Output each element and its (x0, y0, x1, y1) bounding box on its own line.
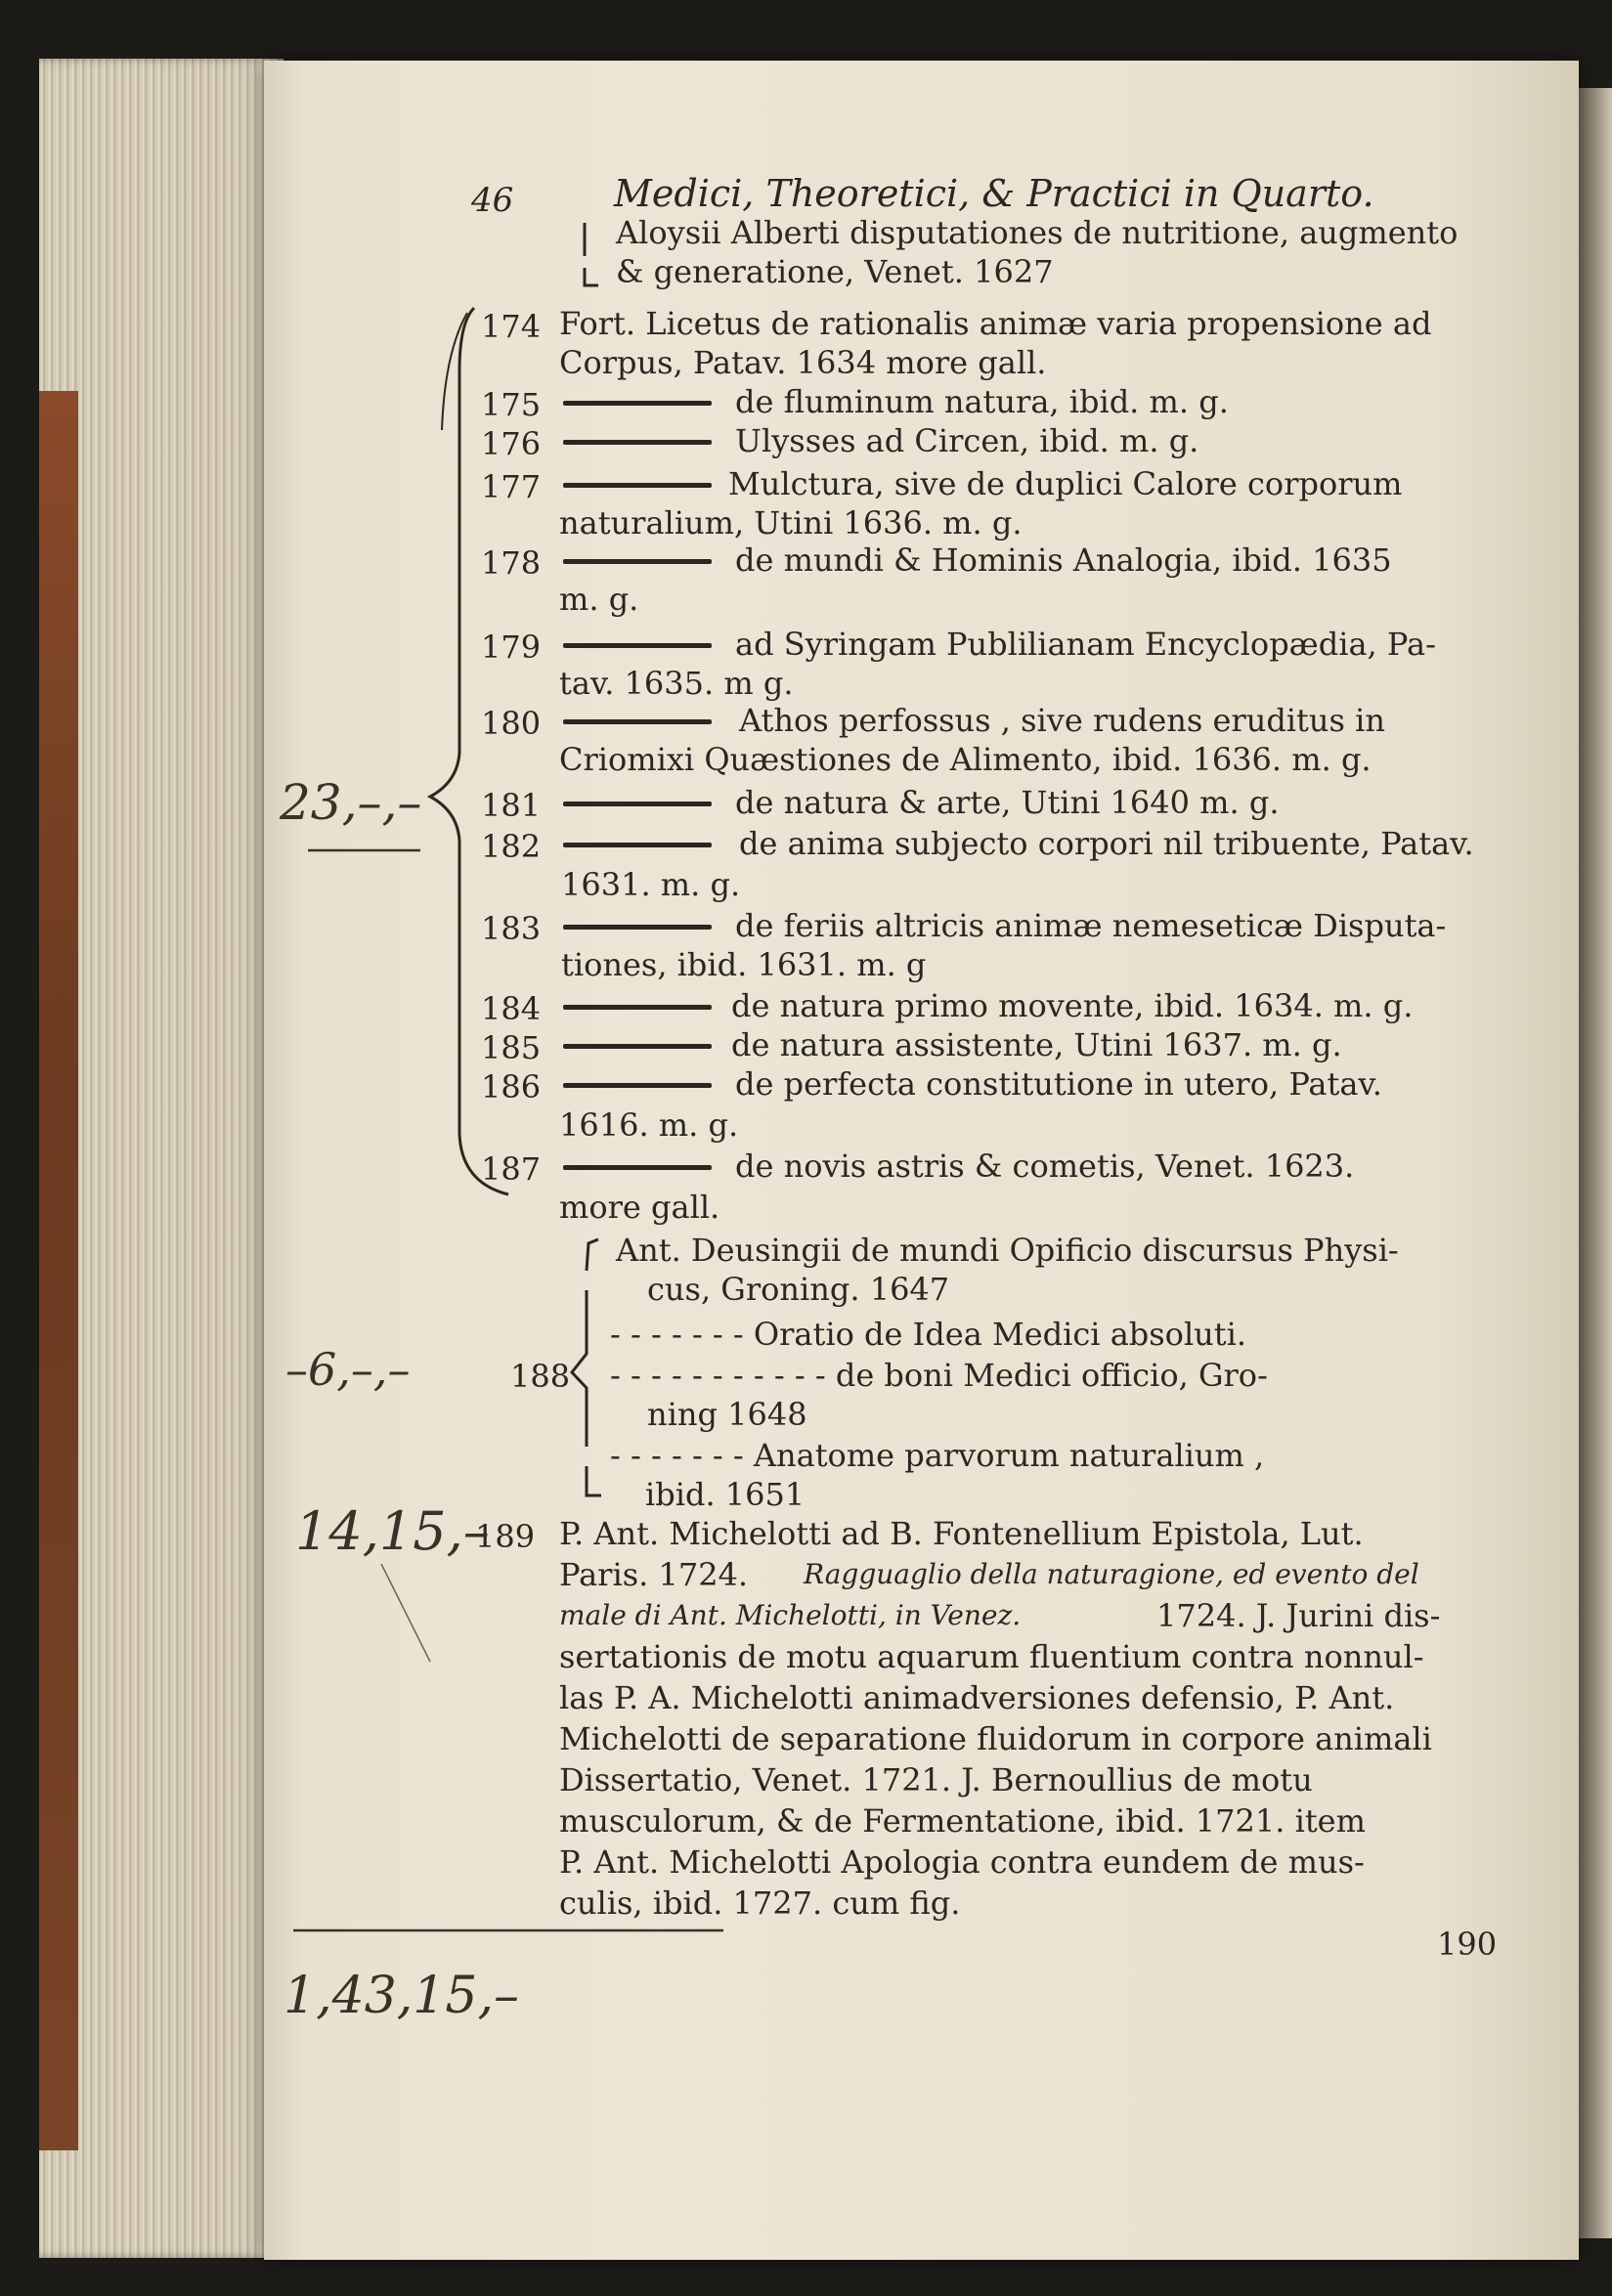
entry-line: de anima subjecto corpori nil tribuente, Patav. (739, 825, 1474, 862)
entry-number: 189 (475, 1518, 536, 1555)
entry-line: culis, ibid. 1727. cum fig. (559, 1884, 961, 1922)
entry-line: - - - - - - - Anatome parvorum naturalium , (610, 1437, 1265, 1474)
entry-line: de feriis altricis animæ nemeseticæ Disputa- (735, 907, 1447, 944)
entry-line: tiones, ibid. 1631. m. g (561, 946, 927, 983)
entry-line: Michelotti de separatione fluidorum in corpore animali (559, 1720, 1432, 1757)
entry-number: 182 (481, 828, 542, 865)
entry-line: Paris. 1724. (559, 1556, 749, 1593)
entry-line: Athos perfossus , sive rudens eruditus in (739, 702, 1385, 739)
entry-number: 176 (481, 425, 542, 462)
entry-line: sertationis de motu aquarum fluentium contra nonnul- (559, 1638, 1424, 1675)
entry-line: de natura assistente, Utini 1637. m. g. (731, 1026, 1342, 1063)
handwritten-note: 23,–,– (280, 774, 422, 831)
entry-number: 178 (481, 544, 542, 582)
entry-line: - - - - - - - - - - - de boni Medici officio, Gro- (610, 1357, 1268, 1394)
entry-line: 1724. J. Jurini dis- (1156, 1597, 1441, 1634)
entry-number: 185 (481, 1029, 542, 1066)
entry-line: more gall. (559, 1189, 720, 1226)
entry-line: de fluminum natura, ibid. m. g. (735, 383, 1229, 420)
entry-line: P. Ant. Michelotti Apologia contra eundem de mus- (559, 1843, 1365, 1881)
entry-line: cus, Groning. 1647 (647, 1271, 950, 1308)
entry-line: las P. A. Michelotti animadversiones defensio, P. Ant. (559, 1679, 1395, 1716)
entry-line: ibid. 1651 (645, 1476, 806, 1513)
entry-number: 187 (481, 1150, 542, 1188)
entry-number: 188 (510, 1358, 571, 1395)
entry-line: musculorum, & de Fermentatione, ibid. 1721. item (559, 1802, 1366, 1840)
entry-line: m. g. (559, 581, 639, 618)
entry-line: Dissertatio, Venet. 1721. J. Bernoullius de motu (559, 1761, 1313, 1798)
entry-line: tav. 1635. m g. (559, 665, 794, 702)
running-title: Medici, Theoretici, & Practici in Quarto. (614, 172, 1374, 215)
page-number: 46 (471, 181, 514, 220)
entry-number: 181 (481, 787, 542, 824)
entry-line: ad Syringam Publilianam Encyclopædia, Pa- (735, 626, 1436, 663)
entry-line: Mulctura, sive de duplici Calore corporum (728, 465, 1403, 502)
intro-line-1: Aloysii Alberti disputationes de nutritione, augmento (616, 214, 1459, 251)
entry-number: 180 (481, 705, 542, 742)
entry-line: - - - - - - - Oratio de Idea Medici absoluti. (610, 1316, 1247, 1353)
handwritten-total: 1,43,15,– (283, 1967, 520, 2025)
handwritten-note: 14,15,– (295, 1500, 490, 1562)
entry-line: de natura primo movente, ibid. 1634. m. g. (731, 987, 1414, 1024)
entry-number: 184 (481, 990, 542, 1027)
entry-number: 186 (481, 1068, 542, 1105)
entry-line: Fort. Licetus de rationalis animæ varia propensione ad (559, 305, 1432, 342)
entry-line: naturalium, Utini 1636. m. g. (559, 504, 1023, 542)
handwritten-note: –6,–,– (285, 1343, 411, 1396)
entry-line: Corpus, Patav. 1634 more gall. (559, 344, 1047, 381)
entry-line: Ulysses ad Circen, ibid. m. g. (735, 422, 1199, 459)
entry-number: 183 (481, 910, 542, 947)
entry-line: 1616. m. g. (559, 1106, 739, 1144)
intro-line-2: & generatione, Venet. 1627 (616, 253, 1054, 290)
entry-line: de mundi & Hominis Analogia, ibid. 1635 (735, 542, 1392, 579)
entry-line: 1631. m. g. (561, 866, 741, 903)
entry-line: ning 1648 (647, 1396, 807, 1433)
entry-line: P. Ant. Michelotti ad B. Fontenellium Epistola, Lut. (559, 1515, 1364, 1552)
entry-line: de perfecta constitutione in utero, Patav. (735, 1065, 1382, 1103)
entry-line-italic: male di Ant. Michelotti, in Venez. (559, 1599, 1022, 1631)
entry-line: Criomixi Quæstiones de Alimento, ibid. 1636. m. g. (559, 741, 1372, 778)
entry-number: 177 (481, 468, 542, 505)
entry-number: 179 (481, 628, 542, 666)
entry-line: Ant. Deusingii de mundi Opificio discursus Physi- (616, 1232, 1399, 1269)
entry-number: 175 (481, 386, 542, 423)
entry-line: de natura & arte, Utini 1640 m. g. (735, 784, 1280, 821)
entry-number: 174 (481, 308, 542, 345)
entry-line: de novis astris & cometis, Venet. 1623. (735, 1148, 1355, 1185)
catchword: 190 (1437, 1926, 1498, 1963)
entry-line-italic: Ragguaglio della naturagione, ed evento del (804, 1558, 1419, 1590)
